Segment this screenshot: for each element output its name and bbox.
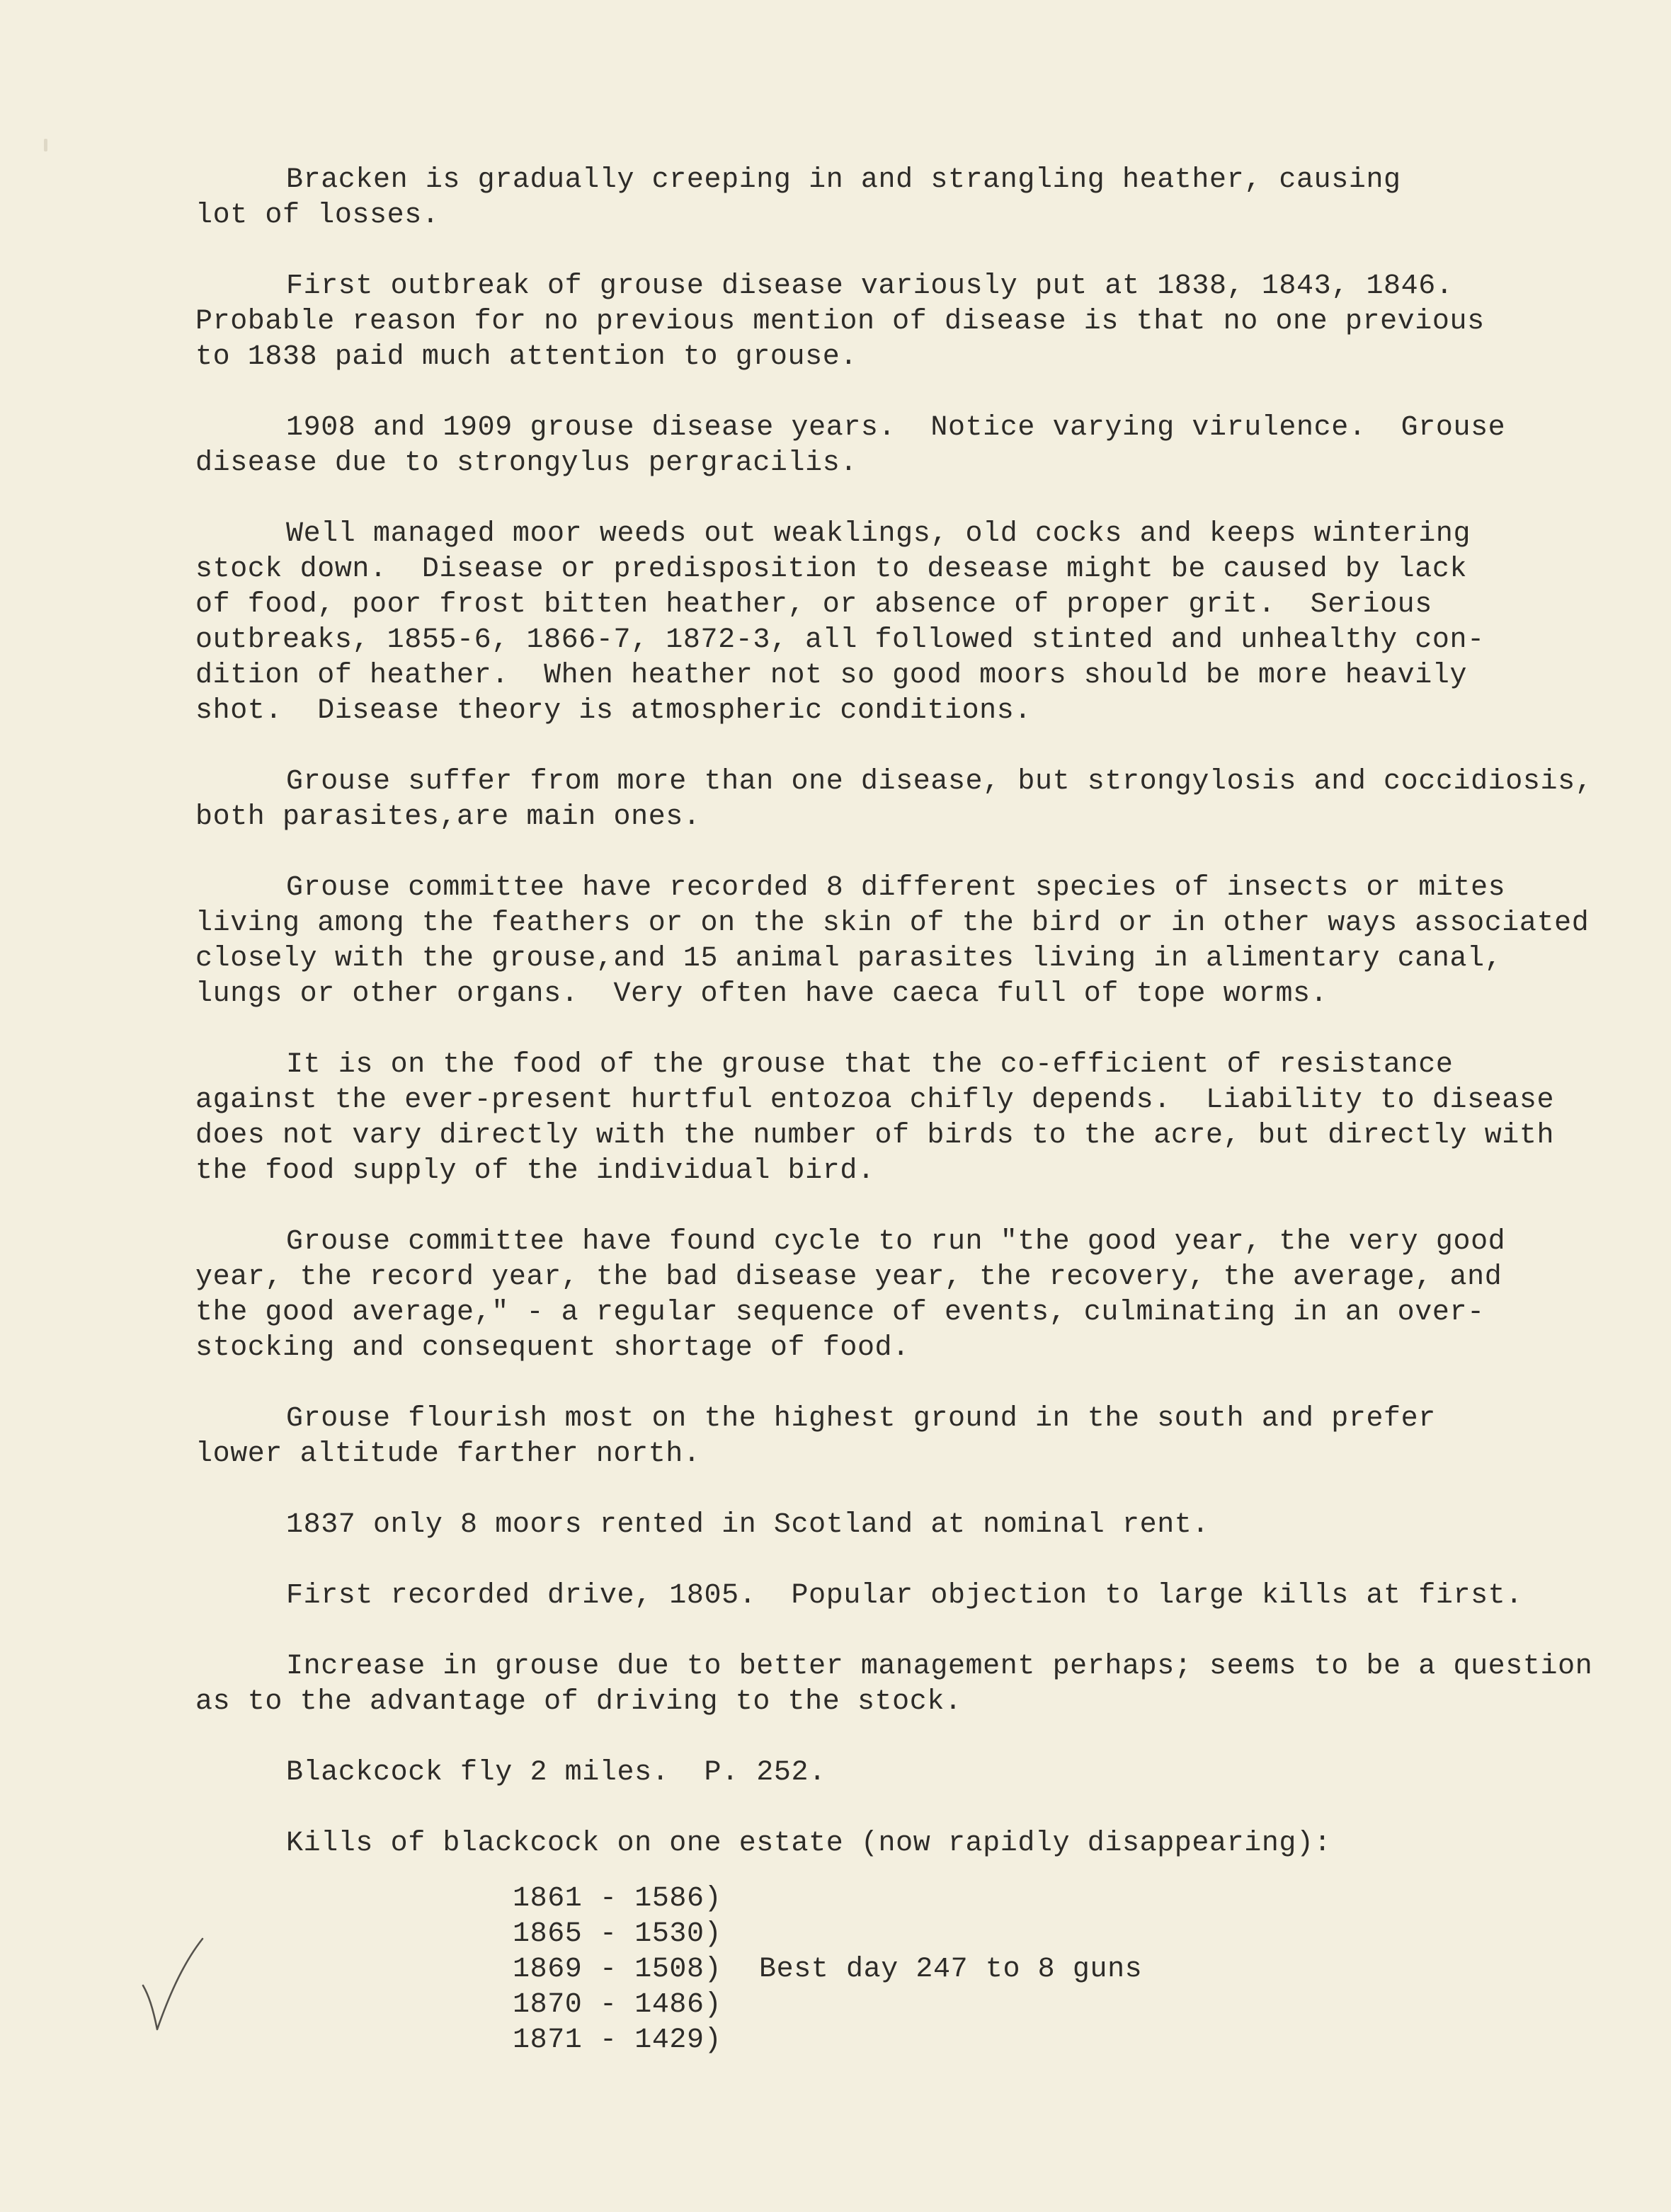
paragraph-disease-years: [195, 411, 1640, 481]
text-line: lungs or other organs. Very often have caeca full of tope worms.: [195, 978, 1328, 1010]
text-line: lot of losses.: [195, 200, 440, 231]
handwritten-checkmark-icon: [139, 1936, 206, 2035]
text-line: the food supply of the individual bird.: [195, 1155, 875, 1187]
text-line: outbreaks, 1855-6, 1866-7, 1872-3, all followed stinted and unhealthy con-: [195, 624, 1485, 656]
best-day-note: Best day 247 to 8 guns: [759, 1954, 1143, 1985]
kill-row: 1869 - 1508): [513, 1954, 722, 1985]
text-line: against the ever-present hurtful entozoa chifly depends. Liability to disease: [195, 1084, 1555, 1116]
text-line: 1908 and 1909 grouse disease years. Notice varying virulence. Grouse: [286, 412, 1506, 444]
kills-table: [195, 1881, 1640, 2058]
text-line: Grouse suffer from more than one disease, but strongylosis and coccidiosis,: [286, 766, 1593, 798]
paragraph-cycle: [195, 1225, 1640, 1366]
text-line: stocking and consequent shortage of food.: [195, 1332, 910, 1364]
paragraph-altitude: [195, 1402, 1640, 1472]
text-line: to 1838 paid much attention to grouse.: [195, 341, 857, 373]
text-line: stock down. Disease or predisposition to desease might be caused by lack: [195, 554, 1468, 585]
paragraph-committee-species: [195, 871, 1640, 1012]
margin-speck: [44, 139, 47, 151]
kill-row: 1865 - 1530): [513, 1918, 722, 1950]
kills-list: [513, 1881, 722, 2058]
paragraph-bracken: [195, 163, 1640, 234]
paragraph-moors-rented: [195, 1508, 1640, 1543]
paragraph-food-resistance: [195, 1048, 1640, 1189]
text-line: It is on the food of the grouse that the co-efficient of resistance: [286, 1049, 1454, 1081]
kill-row: 1861 - 1586): [513, 1883, 722, 1915]
text-line: disease due to strongylus pergracilis.: [195, 447, 857, 479]
paragraph-kills-heading: [195, 1826, 1640, 1862]
text-line: Probable reason for no previous mention of disease is that no one previous: [195, 306, 1485, 338]
kill-row: 1871 - 1429): [513, 2024, 722, 2056]
paragraph-first-outbreak: [195, 269, 1640, 375]
paragraph-first-drive: [195, 1578, 1640, 1614]
text-line: the good average," - a regular sequence of events, culminating in an over-: [195, 1297, 1485, 1329]
text-line: Blackcock fly 2 miles. P. 252.: [286, 1757, 826, 1789]
text-line: Grouse flourish most on the highest ground in the south and prefer: [286, 1403, 1436, 1435]
text-line: lower altitude farther north.: [195, 1438, 701, 1470]
text-line: Bracken is gradually creeping in and strangling heather, causing: [286, 164, 1401, 196]
text-line: dition of heather. When heather not so good moors should be more heavily: [195, 660, 1468, 692]
text-line: Grouse committee have recorded 8 different species of insects or mites: [286, 872, 1506, 904]
text-line: First recorded drive, 1805. Popular objection to large kills at first.: [286, 1580, 1523, 1612]
text-line: year, the record year, the bad disease year, the recovery, the average, and: [195, 1261, 1502, 1293]
text-line: both parasites,are main ones.: [195, 801, 701, 833]
text-line: Grouse committee have found cycle to run "the good year, the very good: [286, 1226, 1506, 1258]
text-line: Kills of blackcock on one estate (now rapidly disappearing):: [286, 1828, 1332, 1859]
paragraph-blackcock-fly: [195, 1755, 1640, 1791]
text-line: closely with the grouse,and 15 animal parasites living in alimentary canal,: [195, 943, 1502, 975]
text-line: 1837 only 8 moors rented in Scotland at nominal rent.: [286, 1509, 1210, 1541]
text-line: First outbreak of grouse disease variously put at 1838, 1843, 1846.: [286, 270, 1454, 302]
paragraph-managed-moor: [195, 517, 1640, 729]
typed-text-body: [195, 163, 1640, 2058]
text-line: Well managed moor weeds out weaklings, old cocks and keeps wintering: [286, 518, 1471, 550]
paragraph-increase: [195, 1649, 1640, 1720]
text-line: living among the feathers or on the skin of the bird or in other ways associated: [195, 907, 1590, 939]
text-line: does not vary directly with the number of birds to the acre, but directly with: [195, 1120, 1555, 1152]
text-line: Increase in grouse due to better management perhaps; seems to be a question: [286, 1651, 1593, 1683]
text-line: as to the advantage of driving to the stock.: [195, 1686, 962, 1718]
text-line: shot. Disease theory is atmospheric conditions.: [195, 695, 1032, 727]
kill-row: 1870 - 1486): [513, 1989, 722, 2021]
text-line: of food, poor frost bitten heather, or absence of proper grit. Serious: [195, 589, 1432, 621]
paragraph-grouse-suffer: [195, 764, 1640, 835]
